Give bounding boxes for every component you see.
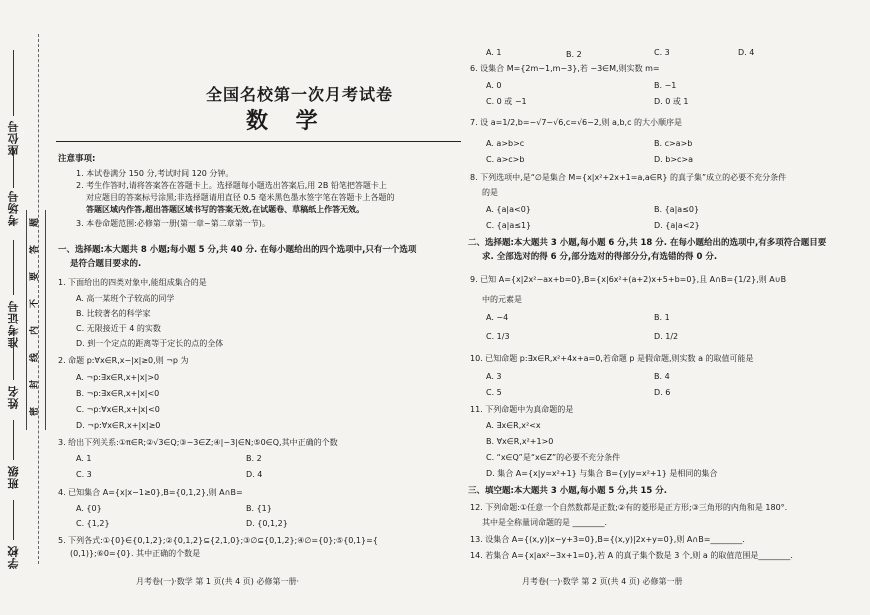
- option-line: D. 4: [738, 48, 755, 57]
- question-line: 5. 下列各式:①{0}∈{0,1,2};②{0,1,2}⊆{2,1,0};③∅⊆{0,1,2};④∅={0};⑤{0,1}={: [58, 536, 378, 545]
- section1-heading-cont: 是符合题目要求的.: [70, 259, 142, 269]
- notice-item: 3. 本卷命题范围:必修第一册(第一章~第二章第一节)。: [76, 219, 270, 228]
- option-line: D. 到一个定点的距离等于定长的点的全体: [76, 339, 224, 348]
- question-line: 7. 设 a=1/2,b=−√7−√6,c=√6−2,则 a,b,c 的大小顺序是: [470, 118, 683, 127]
- admission-label: 准考证号: [7, 300, 20, 348]
- option-line: B. 2: [566, 50, 582, 59]
- option-line: B. {a|a≤0}: [654, 205, 700, 214]
- option-line: C. 5: [486, 388, 502, 397]
- option-line: C. 1/3: [486, 332, 510, 341]
- question-line: 3. 给出下列关系:①π∈R;②√3∈Q;③−3∈Z;④|−3|∈N;⑤0∈Q,其中正确的个数: [58, 438, 338, 447]
- seal-char: 线: [30, 352, 41, 363]
- option-line: B. −1: [654, 81, 677, 90]
- option-line: D. 集合 A={x|y=x²+1} 与集合 B={y|y=x²+1} 是相同的集合: [486, 469, 718, 478]
- question-line: 1. 下面给出的四类对象中,能组成集合的是: [58, 278, 207, 287]
- option-line: D. 0 或 1: [654, 97, 689, 106]
- option-line: A. 1: [486, 48, 502, 57]
- option-line: B. c>a>b: [654, 139, 693, 148]
- option-line: A. {0}: [76, 504, 102, 513]
- option-line: C. 3: [76, 470, 92, 479]
- option-line: D. ¬p:∀x∈R,x+|x|≥0: [76, 421, 161, 430]
- option-line: D. b>c>a: [654, 155, 694, 164]
- seal-char: 题: [30, 217, 41, 228]
- option-line: B. 4: [654, 372, 670, 381]
- option-line: C. a>c>b: [486, 155, 525, 164]
- section3-heading: 三、填空题:本大题共 3 小题,每小题 5 分,共 15 分.: [468, 486, 668, 496]
- option-line: A. ¬p:∃x∈R,x+|x|>0: [76, 373, 160, 382]
- option-line: B. 比较著名的科学家: [76, 309, 151, 318]
- section2-heading: 二、选择题:本大题共 3 小题,每小题 6 分,共 18 分. 在每小题给出的选项中,有多项符合题目要: [468, 238, 827, 248]
- option-line: B. ∀x∈R,x²+1>0: [486, 437, 554, 446]
- exam-subject: 数 学: [246, 109, 328, 134]
- option-line: C. 3: [654, 48, 670, 57]
- question-line: 11. 下列命题中为真命题的是: [470, 405, 574, 414]
- option-line: A. 1: [76, 454, 92, 463]
- question-line: 9. 已知 A={x|2x²−ax+b=0},B={x|6x²+(a+2)x+5+b=0},且 A∩B={1/2},则 A∪B: [470, 275, 787, 284]
- school-label: 学校: [7, 545, 20, 569]
- question-line: 13. 设集合 A={(x,y)|x−y+3=0},B={(x,y)|2x+y=0},则 A∩B=________.: [470, 535, 745, 544]
- option-line: A. 高一某班个子较高的同学: [76, 294, 175, 303]
- question-line: 14. 若集合 A={x|ax²−3x+1=0},若 A 的真子集个数是 3 个,则 a 的取值范围是________.: [470, 551, 793, 560]
- question-line: 中的元素是: [482, 295, 522, 304]
- option-line: B. {1}: [246, 504, 272, 513]
- class-label: 班级: [7, 465, 20, 489]
- option-line: D. 1/2: [654, 332, 679, 341]
- seat-line: [13, 50, 14, 116]
- left-column: [56, 0, 464, 615]
- question-line: 2. 命题 p:∀x∈R,x−|x|≥0,则 ¬p 为: [58, 356, 189, 365]
- name-line: [13, 340, 14, 380]
- option-line: D. {a|a<2}: [654, 221, 700, 230]
- notice-heading: 注意事项:: [58, 154, 96, 164]
- exam-room-label: 考场号: [7, 190, 20, 226]
- question-line: 12. 下列命题:①任意一个自然数都是正数;②有的菱形是正方形;③三角形的内角和是 180°.: [470, 503, 788, 512]
- question-line: 的是: [482, 188, 498, 197]
- question-line: 6. 设集合 M={2m−1,m−3},若 −3∈M,则实数 m=: [470, 64, 660, 73]
- option-line: A. {a|a<0}: [486, 205, 531, 214]
- option-line: D. {0,1,2}: [246, 519, 288, 528]
- option-line: C. 无限接近于 4 的实数: [76, 324, 161, 333]
- option-line: A. ∃x∈R,x²<x: [486, 421, 541, 430]
- exam-room-line: [13, 148, 14, 188]
- seal-char: 内: [30, 325, 41, 336]
- question-line: 4. 已知集合 A={x|x−1≥0},B={0,1,2},则 A∩B=: [58, 488, 243, 497]
- question-line: 10. 已知命题 p:∃x∈R,x²+4x+a=0,若命题 p 是假命题,则实数 a 的取值可能是: [470, 354, 754, 363]
- option-line: A. 0: [486, 81, 502, 90]
- notice-item: 答题区域内作答,超出答题区域书写的答案无效,在试题卷、草稿纸上作答无效。: [86, 205, 365, 214]
- option-line: D. 6: [654, 388, 671, 397]
- seal-char: 不: [30, 298, 41, 309]
- notice-item: 1. 本试卷满分 150 分,考试时间 120 分钟。: [76, 169, 234, 178]
- question-line: 其中是全称量词命题的是 ________.: [482, 518, 608, 527]
- seal-char: 要: [30, 271, 41, 282]
- exam-title: 全国名校第一次月考试卷: [206, 85, 394, 104]
- notice-item: 2. 考生作答时,请将答案答在答题卡上。选择题每小题选出答案后,用 2B 铅笔把答题卡上: [76, 181, 387, 190]
- seal-box: [26, 210, 46, 430]
- option-line: B. 2: [246, 454, 262, 463]
- option-line: C. 0 或 −1: [486, 97, 527, 106]
- option-line: D. 4: [246, 470, 263, 479]
- section2-heading-cont: 求. 全部选对的得 6 分,部分选对的得部分分,有选错的得 0 分.: [482, 252, 718, 262]
- name-label: 姓名: [7, 385, 20, 409]
- option-line: A. −4: [486, 313, 509, 322]
- option-line: C. “x∈Q”是“x∈Z”的必要不充分条件: [486, 453, 621, 462]
- right-column: [466, 0, 850, 615]
- header-rule: [56, 141, 461, 142]
- option-line: C. {a|a≤1}: [486, 221, 532, 230]
- section1-heading: 一、选择题:本大题共 8 小题;每小题 5 分,共 40 分. 在每小题给出的四个选项中,只有一个选项: [58, 245, 417, 255]
- admission-line: [13, 240, 14, 295]
- option-line: A. 3: [486, 372, 502, 381]
- school-line: [13, 500, 14, 540]
- notice-item: 对应题目的答案标号涂黑;非选择题请用直径 0.5 毫米黑色墨水签字笔在答题卡上各题的: [86, 193, 395, 202]
- page-footer-right: 月考卷(一)·数学 第 2 页(共 4 页) 必修第一册: [522, 577, 683, 586]
- option-line: C. ¬p:∀x∈R,x+|x|<0: [76, 405, 160, 414]
- seal-char: 答: [30, 244, 41, 255]
- option-line: A. a>b>c: [486, 139, 525, 148]
- option-line: B. ¬p:∃x∈R,x+|x|<0: [76, 389, 160, 398]
- class-line: [13, 420, 14, 460]
- question-line: 8. 下列选项中,是“∅是集合 M={x|x²+2x+1=a,a∈R} 的真子集”成立的必要不充分条件: [470, 173, 787, 182]
- seat-label: 座位号: [7, 120, 20, 156]
- seal-char: 封: [30, 379, 41, 390]
- option-line: C. {1,2}: [76, 519, 110, 528]
- question-line: (0,1)};⑥0={0}. 其中正确的个数是: [70, 549, 201, 558]
- page-footer-left: 月考卷(一)·数学 第 1 页(共 4 页) 必修第一册·: [136, 577, 300, 586]
- option-line: B. 1: [654, 313, 670, 322]
- binding-strip: [0, 0, 58, 615]
- seal-char: 密: [30, 406, 41, 417]
